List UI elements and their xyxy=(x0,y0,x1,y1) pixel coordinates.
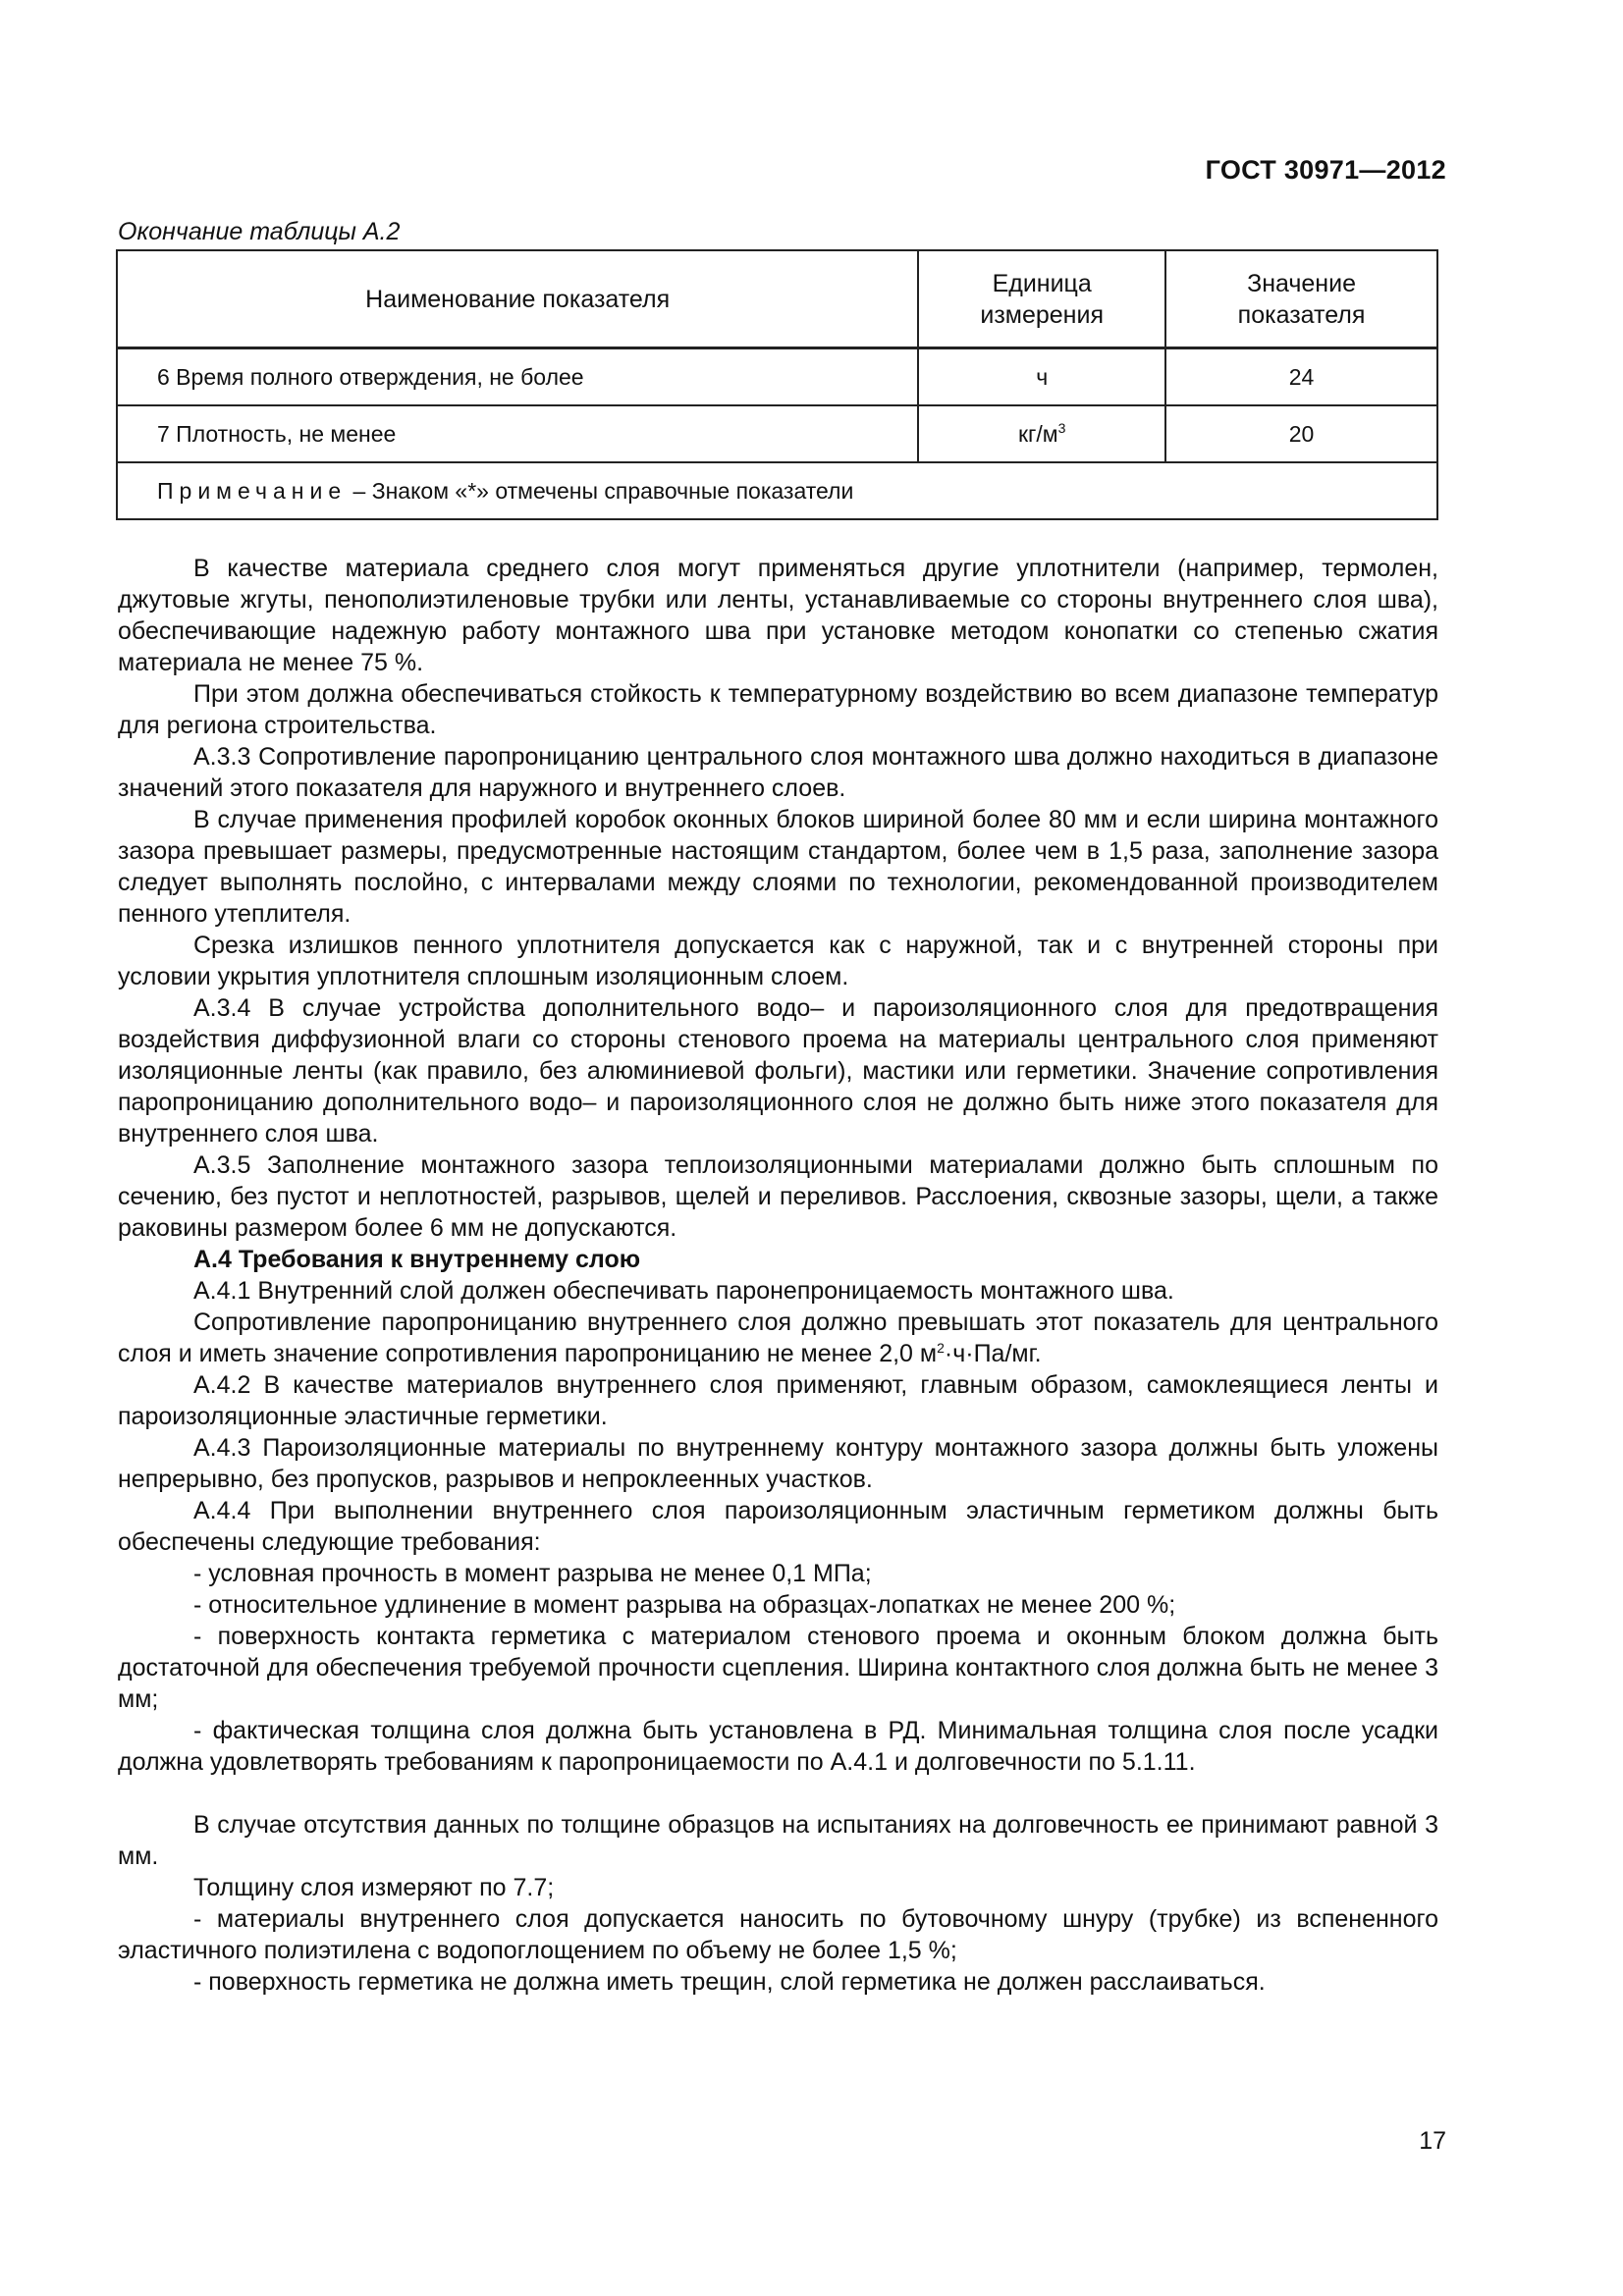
paragraph-text-end: ·ч·Па/мг. xyxy=(944,1340,1042,1367)
section-heading: А.4 Требования к внутреннему слою xyxy=(193,1246,641,1273)
superscript: 2 xyxy=(937,1340,945,1356)
document-standard-number: ГОСТ 30971—2012 xyxy=(1205,155,1446,185)
list-item: - поверхность контакта герметика с материалом стенового проема и оконным блоком должна быть достаточной для обеспечения требуемой прочности сцепления. Ширина контактного слоя должна быть не менее 3 мм; xyxy=(118,1623,1438,1713)
column-header-name: Наименование показателя xyxy=(117,250,918,348)
table-caption: Окончание таблицы А.2 xyxy=(118,218,401,245)
body-text xyxy=(118,553,1438,1998)
table-header-row xyxy=(117,250,1437,348)
table-note-row xyxy=(117,462,1437,519)
paragraph: При этом должна обеспечиваться стойкость к температурному воздействию во всем диапазоне температур для региона строительства. xyxy=(118,680,1438,739)
paragraph: В качестве материала среднего слоя могут применяться другие уплотнители (например, термолен, джутовые жгуты, пенополиэтиленовые трубки или ленты, устанавливаемые со стороны внутреннего слоя шва), обеспечивающие надежную работу монтажного шва при установке методом конопатки со степенью сжатия материала не менее 75 %. xyxy=(118,555,1438,676)
paragraph-text: Сопротивление паропроницанию внутреннего слоя должно превышать этот показатель для центрального слоя и иметь значение сопротивления паропроницанию не менее 2,0 м xyxy=(118,1308,1438,1367)
note-label: Примечание xyxy=(157,477,348,504)
row-name: 6 Время полного отверждения, не более xyxy=(117,348,918,406)
table-row xyxy=(117,405,1437,462)
table-row xyxy=(117,348,1437,406)
column-header-unit: Единица измерения xyxy=(918,250,1165,348)
paragraph: А.3.5 Заполнение монтажного зазора теплоизоляционными материалами должно быть сплошным по сечению, без пустот и неплотностей, разрывов, щелей и переливов. Расслоения, сквозные зазоры, щели, а также раковины размером более 6 мм не допускаются. xyxy=(118,1151,1438,1242)
list-item: - относительное удлинение в момент разрыва на образцах-лопатках не менее 200 %; xyxy=(193,1591,1176,1619)
unit-superscript: 3 xyxy=(1057,419,1066,436)
list-item: - фактическая толщина слоя должна быть установлена в РД. Минимальная толщина слоя после усадки должна удовлетворять требованиям к паропроницаемости по А.4.1 и долговечности по 5.1.11. xyxy=(118,1717,1438,1776)
paragraph: А.4.2 В качестве материалов внутреннего слоя применяют, главным образом, самоклеящиеся ленты и пароизоляционные эластичные герметики. xyxy=(118,1371,1438,1430)
row-value: 24 xyxy=(1165,348,1437,406)
paragraph xyxy=(118,1307,1438,1369)
row-value: 20 xyxy=(1165,405,1437,462)
paragraph: А.3.4 В случае устройства дополнительного водо– и пароизоляционного слоя для предотвращения воздействия диффузионной влаги со стороны стенового проема на материалы центрального слоя применяют изоляционные ленты (как правило, без алюминиевой фольги), мастики или герметики. Значение сопротивления паропроницанию дополнительного водо– и пароизоляционного слоя не должно быть ниже этого показателя для внутреннего слоя шва. xyxy=(118,994,1438,1148)
paragraph: А.4.1 Внутренний слой должен обеспечивать паронепроницаемость монтажного шва. xyxy=(193,1277,1174,1305)
table-note xyxy=(117,462,1437,519)
paragraph: А.3.3 Сопротивление паропроницанию центрального слоя монтажного шва должно находиться в диапазоне значений этого показателя для наружного и внутреннего слоев. xyxy=(118,743,1438,802)
row-unit xyxy=(918,405,1165,462)
paragraph: Толщину слоя измеряют по 7.7; xyxy=(193,1874,555,1901)
unit-text: кг/м xyxy=(1017,420,1058,447)
paragraph: В случае отсутствия данных по толщине образцов на испытаниях на долговечность ее принимают равной 3 мм. xyxy=(118,1811,1438,1870)
list-item: - условная прочность в момент разрыва не менее 0,1 МПа; xyxy=(193,1560,872,1587)
paragraph: А.4.3 Пароизоляционные материалы по внутреннему контуру монтажного зазора должны быть уложены непрерывно, без пропусков, разрывов и непроклеенных участков. xyxy=(118,1434,1438,1493)
row-unit: ч xyxy=(918,348,1165,406)
paragraph: В случае применения профилей коробок оконных блоков шириной более 80 мм и если ширина монтажного зазора превышает размеры, предусмотренные настоящим стандартом, более чем в 1,5 раза, заполнение зазора следует выполнять послойно, с интервалами между слоями по технологии, рекомендованной производителем пенного утеплителя. xyxy=(118,806,1438,928)
note-text: – Знаком «*» отмечены справочные показатели xyxy=(347,477,854,504)
list-item: - материалы внутреннего слоя допускается наносить по бутовочному шнуру (трубке) из вспененного эластичного полиэтилена с водопоглощением по объему не более 1,5 %; xyxy=(118,1905,1438,1964)
paragraph: А.4.4 При выполнении внутреннего слоя пароизоляционным эластичным герметиком должны быть обеспечены следующие требования: xyxy=(118,1497,1438,1556)
column-header-value: Значение показателя xyxy=(1165,250,1437,348)
row-name: 7 Плотность, не менее xyxy=(117,405,918,462)
list-item: - поверхность герметика не должна иметь трещин, слой герметика не должен расслаиваться. xyxy=(193,1968,1266,1996)
page-number: 17 xyxy=(1419,2127,1446,2155)
specification-table xyxy=(116,249,1438,520)
paragraph: Срезка излишков пенного уплотнителя допускается как с наружной, так и с внутренней стороны при условии укрытия уплотнителя сплошным изоляционным слоем. xyxy=(118,932,1438,990)
